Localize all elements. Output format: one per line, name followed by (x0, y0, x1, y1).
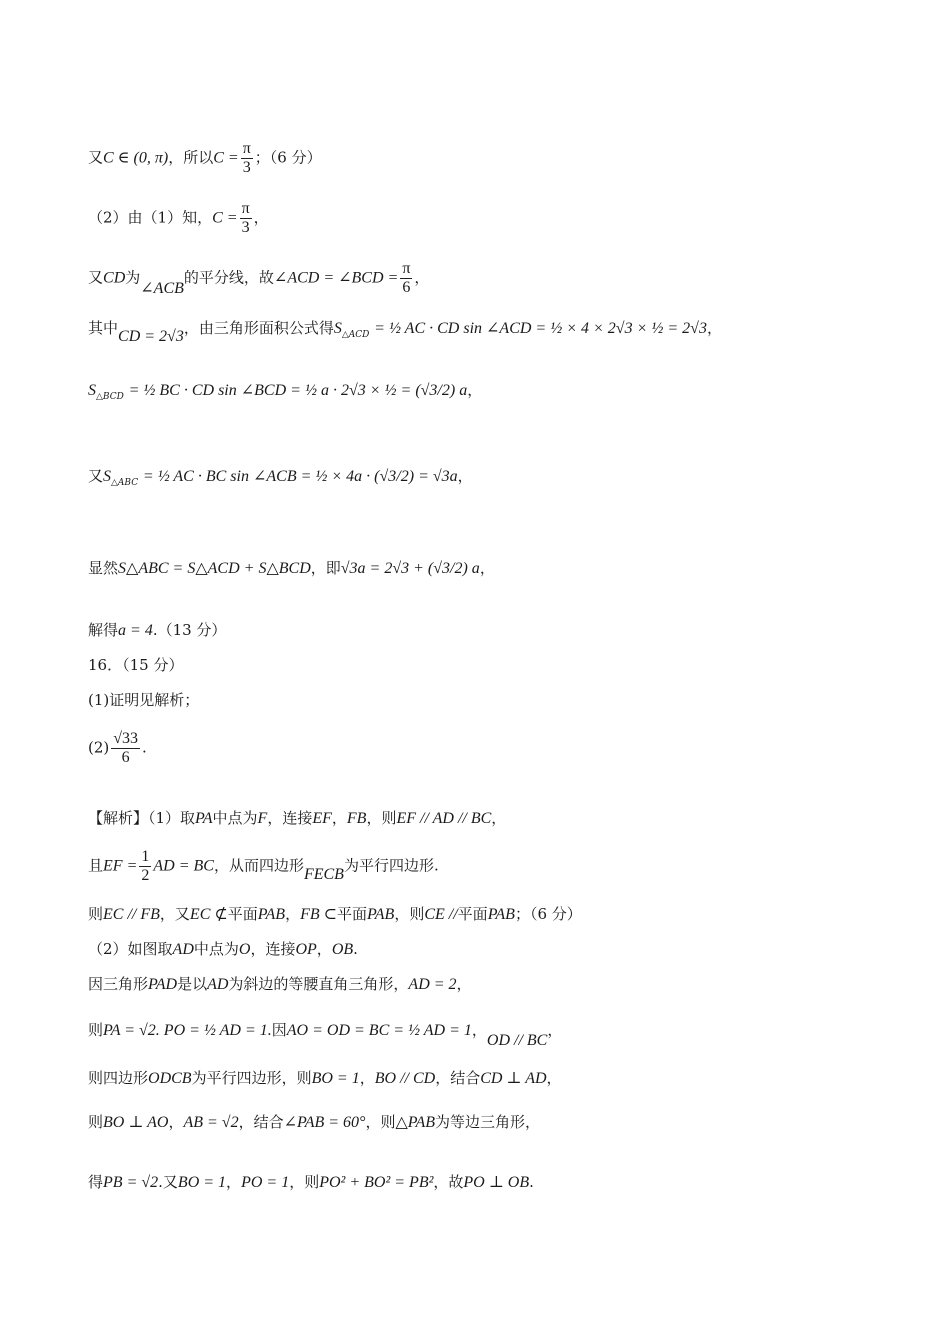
question-number: 16．（15 分） (88, 656, 184, 674)
solution-line: 则BO ⊥ AO，AB = √2，结合∠PAB = 60°，则△PAB为等边三角形， (88, 1113, 541, 1131)
solution-line: 又$S_{\triangle ABC}$ = ½ AC · BC sin ∠ACB = ½ × 4a · (√3/2) = √3a， (88, 467, 473, 488)
solution-line: 显然S△ABC = S△ACD + S△BCD，即√3a = 2√3 + (√3/2) a， (88, 559, 495, 577)
solution-line: 则EC // FB，又EC ⊄平面PAB，FB ⊂平面PAB，则CE //平面PAB；（6 分） (88, 905, 582, 923)
solution-line: （2）如图取AD中点为O，连接OP，OB. (88, 940, 358, 958)
solution-line: 解得a = 4.（13 分） (88, 621, 227, 639)
solution-line: （2）由（1）知，C = $\frac{\pi}{3}$ ， (88, 200, 269, 236)
solution-line: 则PA = √2. PO = ½ AD = 1.因AO = OD = BC = ½ AD = 1，OD // BC， (88, 1021, 563, 1049)
solution-line: 【解析】（1）取PA中点为F，连接EF，FB，则EF // AD // BC， (88, 809, 507, 827)
solution-line: 因三角形PAD是以AD为斜边的等腰直角三角形，AD = 2， (88, 975, 472, 993)
solution-line: 则四边形ODCB为平行四边形，则BO = 1，BO // CD，结合CD ⊥ AD， (88, 1069, 562, 1087)
answer-part-2: (2) $\frac{√33}{6}$ . (88, 730, 147, 766)
solution-line: 其中CD = 2√3，由三角形面积公式得$S_{\triangle ACD}$ = ½ AC · CD sin ∠ACD = ½ × 4 × 2√3 × ½ = 2√3， (88, 319, 722, 345)
solution-line: 又C ∈ (0, π)，所以C = $\frac{\pi}{3}$ ；（6 分） (88, 140, 322, 176)
solution-line: 又CD为∠ACB的平分线，故∠ACD = ∠BCD = $\frac{\pi}{6}$ ， (88, 260, 430, 297)
answer-part-1: (1)证明见解析； (88, 691, 200, 709)
solution-line: 且EF = $\frac{1}{2}$ AD = BC，从而四边形FECB为平行四边形. (88, 848, 439, 884)
solution-line: 得PB = √2.又BO = 1，PO = 1，则PO² + BO² = PB²，故PO ⊥ OB. (88, 1173, 534, 1191)
solution-line: $S_{\triangle BCD}$ = ½ BC · CD sin ∠BCD = ½ a · 2√3 × ½ = (√3/2) a， (88, 381, 483, 402)
